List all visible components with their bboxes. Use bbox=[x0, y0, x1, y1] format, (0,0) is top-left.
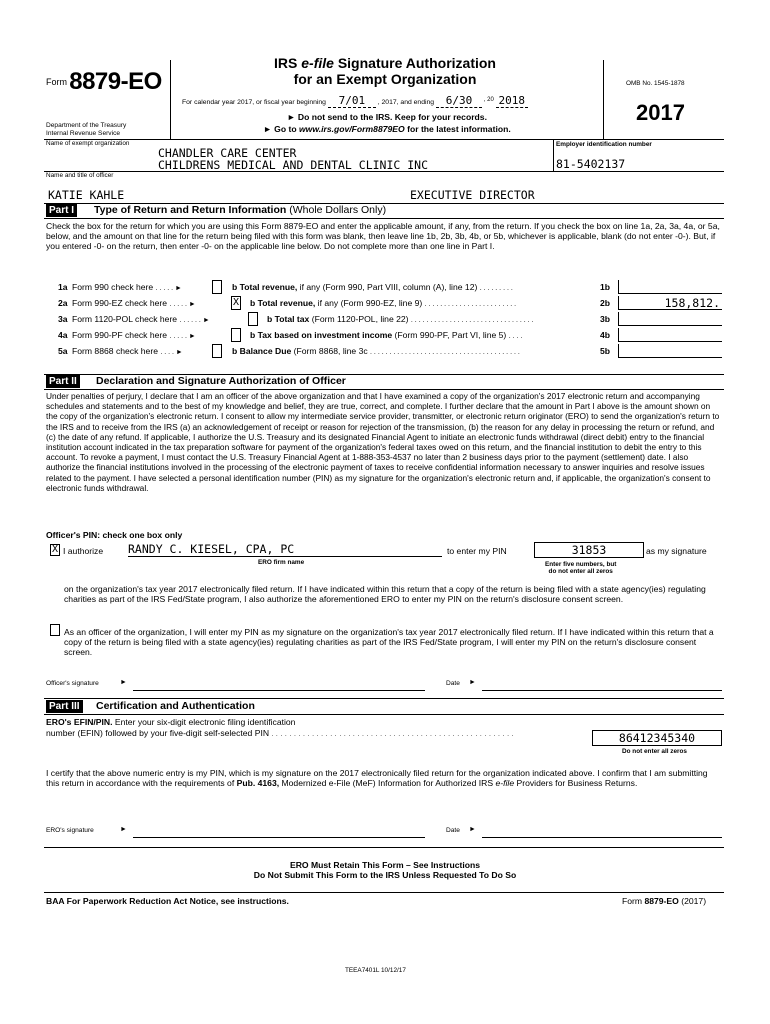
ero-date-arrow: ► bbox=[469, 826, 476, 833]
cert-italic: e-file bbox=[495, 778, 515, 788]
part2-label: Part II bbox=[46, 375, 80, 388]
part1-label: Part I bbox=[46, 204, 77, 217]
omb-number: OMB No. 1545-1878 bbox=[626, 80, 685, 87]
form-code: TEEA7401L 10/12/17 bbox=[345, 967, 406, 974]
part1-rule-bottom bbox=[44, 218, 724, 219]
instruction-2-post: for the latest information. bbox=[404, 124, 511, 134]
retain-line-2: Do Not Submit This Form to the IRS Unless Requested To Do So bbox=[253, 870, 517, 880]
ero-date-label: Date bbox=[446, 827, 460, 834]
form-title bbox=[180, 55, 590, 87]
line-num: 3a bbox=[58, 314, 68, 324]
officer-signature-label: Officer's signature bbox=[46, 680, 99, 687]
form-ref-num: 8879-EO bbox=[644, 896, 679, 906]
line-rest: (Form 8868, line 3c bbox=[291, 346, 368, 356]
efin-bold: ERO's EFIN/PIN. bbox=[46, 717, 113, 727]
pin-note-2: do not enter all zeros bbox=[548, 568, 613, 575]
dept-line1: Department of the Treasury bbox=[46, 122, 127, 129]
part2-rule-bottom bbox=[44, 389, 724, 390]
line-checkbox[interactable] bbox=[248, 312, 258, 326]
officer-signature-line[interactable] bbox=[133, 690, 425, 691]
line-checkbox[interactable]: X bbox=[232, 297, 240, 308]
efin-text bbox=[46, 717, 514, 741]
part1-title-suffix: (Whole Dollars Only) bbox=[286, 204, 387, 216]
efin-note: Do not enter all zeros bbox=[622, 748, 687, 755]
line-rest: if any (Form 990, Part VIII, column (A), line 12) bbox=[297, 282, 478, 292]
line-form-label bbox=[72, 330, 196, 340]
line-b: b bbox=[267, 314, 273, 324]
retain-notice bbox=[180, 860, 590, 880]
line-form-text: Form 8868 check here bbox=[72, 346, 158, 356]
line-num: 4a bbox=[58, 330, 68, 340]
pin-note-1: Enter five numbers, but bbox=[545, 561, 617, 568]
instruction-2 bbox=[182, 123, 592, 135]
instructions bbox=[182, 111, 592, 135]
tax-year: 2017 bbox=[636, 100, 685, 125]
instruction-1: ► Do not send to the IRS. Keep for your records. bbox=[287, 112, 487, 122]
line-amount[interactable] bbox=[618, 328, 722, 342]
title-post: Signature Authorization bbox=[333, 55, 496, 71]
line-code: 5b bbox=[600, 346, 611, 356]
line-form-text: Form 990-PF check here bbox=[72, 330, 168, 340]
authorize-ero-checkbox[interactable]: X bbox=[51, 544, 59, 555]
part3-label: Part III bbox=[46, 700, 83, 713]
line-b: b bbox=[232, 282, 238, 292]
line-bold: Tax based on investment income bbox=[257, 330, 393, 340]
calendar-line bbox=[182, 94, 602, 108]
mid-text: , 2017, and ending bbox=[377, 99, 435, 106]
ein-value[interactable]: 81-5402137 bbox=[556, 157, 626, 171]
line-form-dots: . . . . ► bbox=[160, 349, 183, 356]
title-line2: for an Exempt Organization bbox=[293, 71, 477, 87]
department bbox=[46, 122, 126, 138]
line-rest: (Form 990-PF, Part VI, line 5) bbox=[392, 330, 507, 340]
ero-firm-label: ERO firm name bbox=[258, 559, 305, 566]
end-date[interactable]: 6/30 bbox=[436, 94, 482, 108]
line-checkbox[interactable] bbox=[212, 280, 222, 294]
part3-rule-bottom bbox=[44, 714, 724, 715]
line-desc bbox=[232, 282, 513, 292]
line-checkbox[interactable] bbox=[231, 328, 241, 342]
retain-line-1: ERO Must Retain This Form – See Instructions bbox=[289, 860, 481, 870]
cert-pre: I certify that the above numeric entry is my PIN, which is my signature on the 2017 electronically filed return for the organization indicated above. I confirm that I am submitting this return in accordance with the requirements of bbox=[46, 768, 708, 788]
form-number-block bbox=[46, 68, 176, 96]
officer-title[interactable]: EXECUTIVE DIRECTOR bbox=[410, 188, 535, 202]
enter-pin-text: to enter my PIN bbox=[447, 546, 507, 556]
efin-pin-field[interactable]: 86412345340 bbox=[592, 730, 722, 746]
line-num: 2a bbox=[58, 298, 68, 308]
line-rest: if any (Form 990-EZ, line 9) bbox=[315, 298, 423, 308]
part3-rule-end bbox=[44, 847, 724, 848]
efin-dots: . . . . . . . . . . . . . . . . . . . . . . . . . . . . . . . . . . . . . . . . . . . . . . . . . . . . . . bbox=[271, 732, 515, 738]
authorize-text: I authorize bbox=[63, 546, 104, 556]
org-rule bbox=[44, 171, 724, 172]
part2-declaration: Under penalties of perjury, I declare that I am an officer of the above organization and that I have examined a copy of the organization's 2017 electronic return and accompanying schedules and statements and to the best of my knowledge and belief, they are true, correct, and complete. I further declare that the amount in Part I above is the amount shown on the copy of the organization's electronic return. I consent to allow my intermediate service provider, transmitter, or electronic return originator (ERO) to send the organization's return to the IRS and to receive from the IRS (a) an acknowledgement of receipt or reason for rejection of the transmission, (b) the reason for any delay in processing the return or refund, and (c) the date of any refund. If applicable, I authorize the U.S. Treasury and its designated Financial Agent to initiate an electronic funds withdrawal (direct debit) entry to the financial institution account indicated in the tax preparation software for payment of the organization's federal taxes owed on this return, and the financial institution to debit the entry to this account. To revoke a payment, I must contact the U.S. Treasury Financial Agent at 1-888-353-4537 no later than 2 business days prior to the payment (settlement) date. I also authorize the financial institutions involved in the processing of the electronic payment of taxes to receive confidential information necessary to answer inquiries and resolve issues related to the payment. I have selected a personal identification number (PIN) as my signature for the organization's electronic return and, if applicable, the organization's consent to electronic funds withdrawal. bbox=[46, 391, 720, 493]
line-b: b bbox=[232, 346, 238, 356]
certification-paragraph bbox=[46, 768, 716, 788]
ein-divider bbox=[553, 139, 554, 171]
as-signature-text: as my signature bbox=[646, 546, 707, 556]
line-checkbox[interactable] bbox=[212, 344, 222, 358]
officer-name[interactable]: KATIE KAHLE bbox=[48, 188, 125, 202]
cert-end: Providers for Business Returns. bbox=[514, 778, 638, 788]
officer-pin-field[interactable]: 31853 bbox=[534, 542, 644, 558]
header-divider-left bbox=[170, 60, 171, 139]
line-form-text: Form 990-EZ check here bbox=[72, 298, 168, 308]
ero-date-line[interactable] bbox=[482, 837, 722, 838]
line-dots: . . . . . . . . . bbox=[479, 285, 513, 292]
baa-notice: BAA For Paperwork Reduction Act Notice, see instructions. bbox=[46, 896, 289, 906]
officer-pin-paragraph: As an officer of the organization, I will enter my PIN as my signature on the organization's tax year 2017 electronically filed return. If I have indicated within this return that a copy of the return is being filed with a state agency(ies) regulating charities as part of the IRS Fed/State program, I will enter my PIN on the return's disclosure consent screen. bbox=[64, 627, 714, 657]
footer-rule bbox=[44, 892, 724, 893]
line-desc bbox=[250, 330, 522, 340]
part2-title: Declaration and Signature Authorization of Officer bbox=[96, 375, 346, 387]
line-rest: (Form 1120-POL, line 22) bbox=[309, 314, 409, 324]
begin-date[interactable]: 7/01 bbox=[328, 94, 376, 108]
pin-heading: Officer's PIN: check one box only bbox=[46, 530, 183, 540]
irs-url-link[interactable]: www.irs.gov/Form8879EO bbox=[299, 124, 405, 134]
line-form-dots: . . . . . ► bbox=[169, 301, 196, 308]
end-year[interactable]: 2018 bbox=[496, 94, 528, 108]
ero-signature-line[interactable] bbox=[133, 837, 425, 838]
officer-date-line[interactable] bbox=[482, 690, 722, 691]
line-bold: Total revenue, bbox=[239, 282, 298, 292]
title-efile: e-file bbox=[301, 55, 334, 71]
line-amount[interactable] bbox=[618, 312, 722, 326]
line-bold: Total revenue, bbox=[257, 298, 316, 308]
line-amount[interactable]: 158,812. bbox=[618, 296, 722, 310]
line-amount[interactable] bbox=[618, 344, 722, 358]
efin-text-2: number (EFIN) followed by your five-digit self-selected PIN bbox=[46, 728, 270, 738]
line-form-dots: . . . . . ► bbox=[155, 285, 182, 292]
year-prefix: , 20 bbox=[483, 97, 494, 103]
form-number: 8879-EO bbox=[69, 68, 162, 95]
line-dots: . . . . bbox=[508, 333, 523, 340]
line-form-label bbox=[72, 346, 183, 356]
pin-note bbox=[545, 561, 616, 575]
form-word: Form bbox=[46, 77, 67, 87]
line-form-label bbox=[72, 314, 210, 324]
calendar-text: For calendar year 2017, or fiscal year beginning bbox=[182, 99, 326, 106]
org-name-label: Name of exempt organization bbox=[46, 140, 130, 147]
cert-pub: Pub. 4163, bbox=[236, 778, 280, 788]
line-amount[interactable] bbox=[618, 280, 722, 294]
efin-text-1: Enter your six-digit electronic filing identification bbox=[112, 717, 296, 727]
line-num: 1a bbox=[58, 282, 68, 292]
line-b: b bbox=[250, 330, 256, 340]
form-ref-pre: Form bbox=[622, 896, 645, 906]
header-divider-right bbox=[603, 60, 604, 139]
line-dots: . . . . . . . . . . . . . . . . . . . . . . . . . . . . . . . . bbox=[410, 317, 534, 324]
line-code: 2b bbox=[600, 298, 611, 308]
part1-intro: Check the box for the return for which you are using this Form 8879-EO and enter the applicable amount, if any, from the return. If you check the box on line 1a, 2a, 3a, 4a, or 5a, below, and the amount on that line for the return being filed with this form was blank, then leave line 1b, 2b, 3b, 4b, or 5b, whichever is applicable, blank (do not enter -0-). But, if you entered -0- on the return, then enter -0- on the applicable line below. Do not complete more than one line in Part I. bbox=[46, 221, 720, 251]
line-form-label bbox=[72, 282, 182, 292]
line-bold: Balance Due bbox=[239, 346, 292, 356]
line-num: 5a bbox=[58, 346, 68, 356]
officer-enter-pin-checkbox[interactable] bbox=[50, 624, 60, 636]
officer-date-arrow: ► bbox=[469, 679, 476, 686]
dept-line2: Internal Revenue Service bbox=[46, 130, 121, 137]
form-ref-year: (2017) bbox=[678, 896, 707, 906]
line-dots: . . . . . . . . . . . . . . . . . . . . . . . . bbox=[424, 301, 517, 308]
line-dots: . . . . . . . . . . . . . . . . . . . . . . . . . . . . . . . . . . . . . . . bbox=[370, 349, 520, 356]
ein-label: Employer identification number bbox=[556, 141, 652, 148]
line-code: 4b bbox=[600, 330, 611, 340]
ero-authorization-paragraph: on the organization's tax year 2017 electronically filed return. If I have indicated within this return that a copy of the return is being filed with a state agency(ies) regulating charities as part of the IRS Fed/State program, I also authorize the aforementioned ERO to enter my PIN on the return's disclosure consent screen. bbox=[64, 584, 706, 604]
officer-signature-arrow: ► bbox=[120, 679, 127, 686]
line-form-text: Form 990 check here bbox=[72, 282, 154, 292]
form-reference bbox=[622, 896, 706, 906]
line-desc bbox=[232, 346, 520, 356]
org-name-line2[interactable]: CHILDRENS MEDICAL AND DENTAL CLINIC INC bbox=[158, 158, 429, 172]
part3-rule-top bbox=[44, 698, 724, 699]
ero-firm-name[interactable]: RANDY C. KIESEL, CPA, PC bbox=[128, 542, 442, 557]
line-code: 1b bbox=[600, 282, 611, 292]
header-rule bbox=[44, 139, 724, 140]
line-desc bbox=[267, 314, 533, 324]
ero-signature-arrow: ► bbox=[120, 826, 127, 833]
line-bold: Total tax bbox=[274, 314, 310, 324]
line-form-dots: . . . . . ► bbox=[169, 333, 196, 340]
officer-date-label: Date bbox=[446, 680, 460, 687]
line-form-dots: . . . . . . ► bbox=[179, 317, 210, 324]
part3-title: Certification and Authentication bbox=[96, 700, 255, 712]
part1-title-text: Type of Return and Return Information bbox=[94, 204, 287, 216]
title-pre: IRS bbox=[274, 55, 302, 71]
org-name-line1[interactable]: CHANDLER CARE CENTER bbox=[158, 146, 297, 160]
line-b: b bbox=[250, 298, 256, 308]
line-desc bbox=[250, 298, 516, 308]
line-form-text: Form 1120-POL check here bbox=[72, 314, 178, 324]
officer-label: Name and title of officer bbox=[46, 172, 114, 179]
cert-post: Modernized e-File (MeF) Information for Authorized IRS bbox=[279, 778, 496, 788]
ero-signature-label: ERO's signature bbox=[46, 827, 94, 834]
part1-title bbox=[94, 204, 386, 217]
instruction-2-pre: ► Go to bbox=[263, 124, 299, 134]
line-code: 3b bbox=[600, 314, 611, 324]
line-form-label bbox=[72, 298, 196, 308]
